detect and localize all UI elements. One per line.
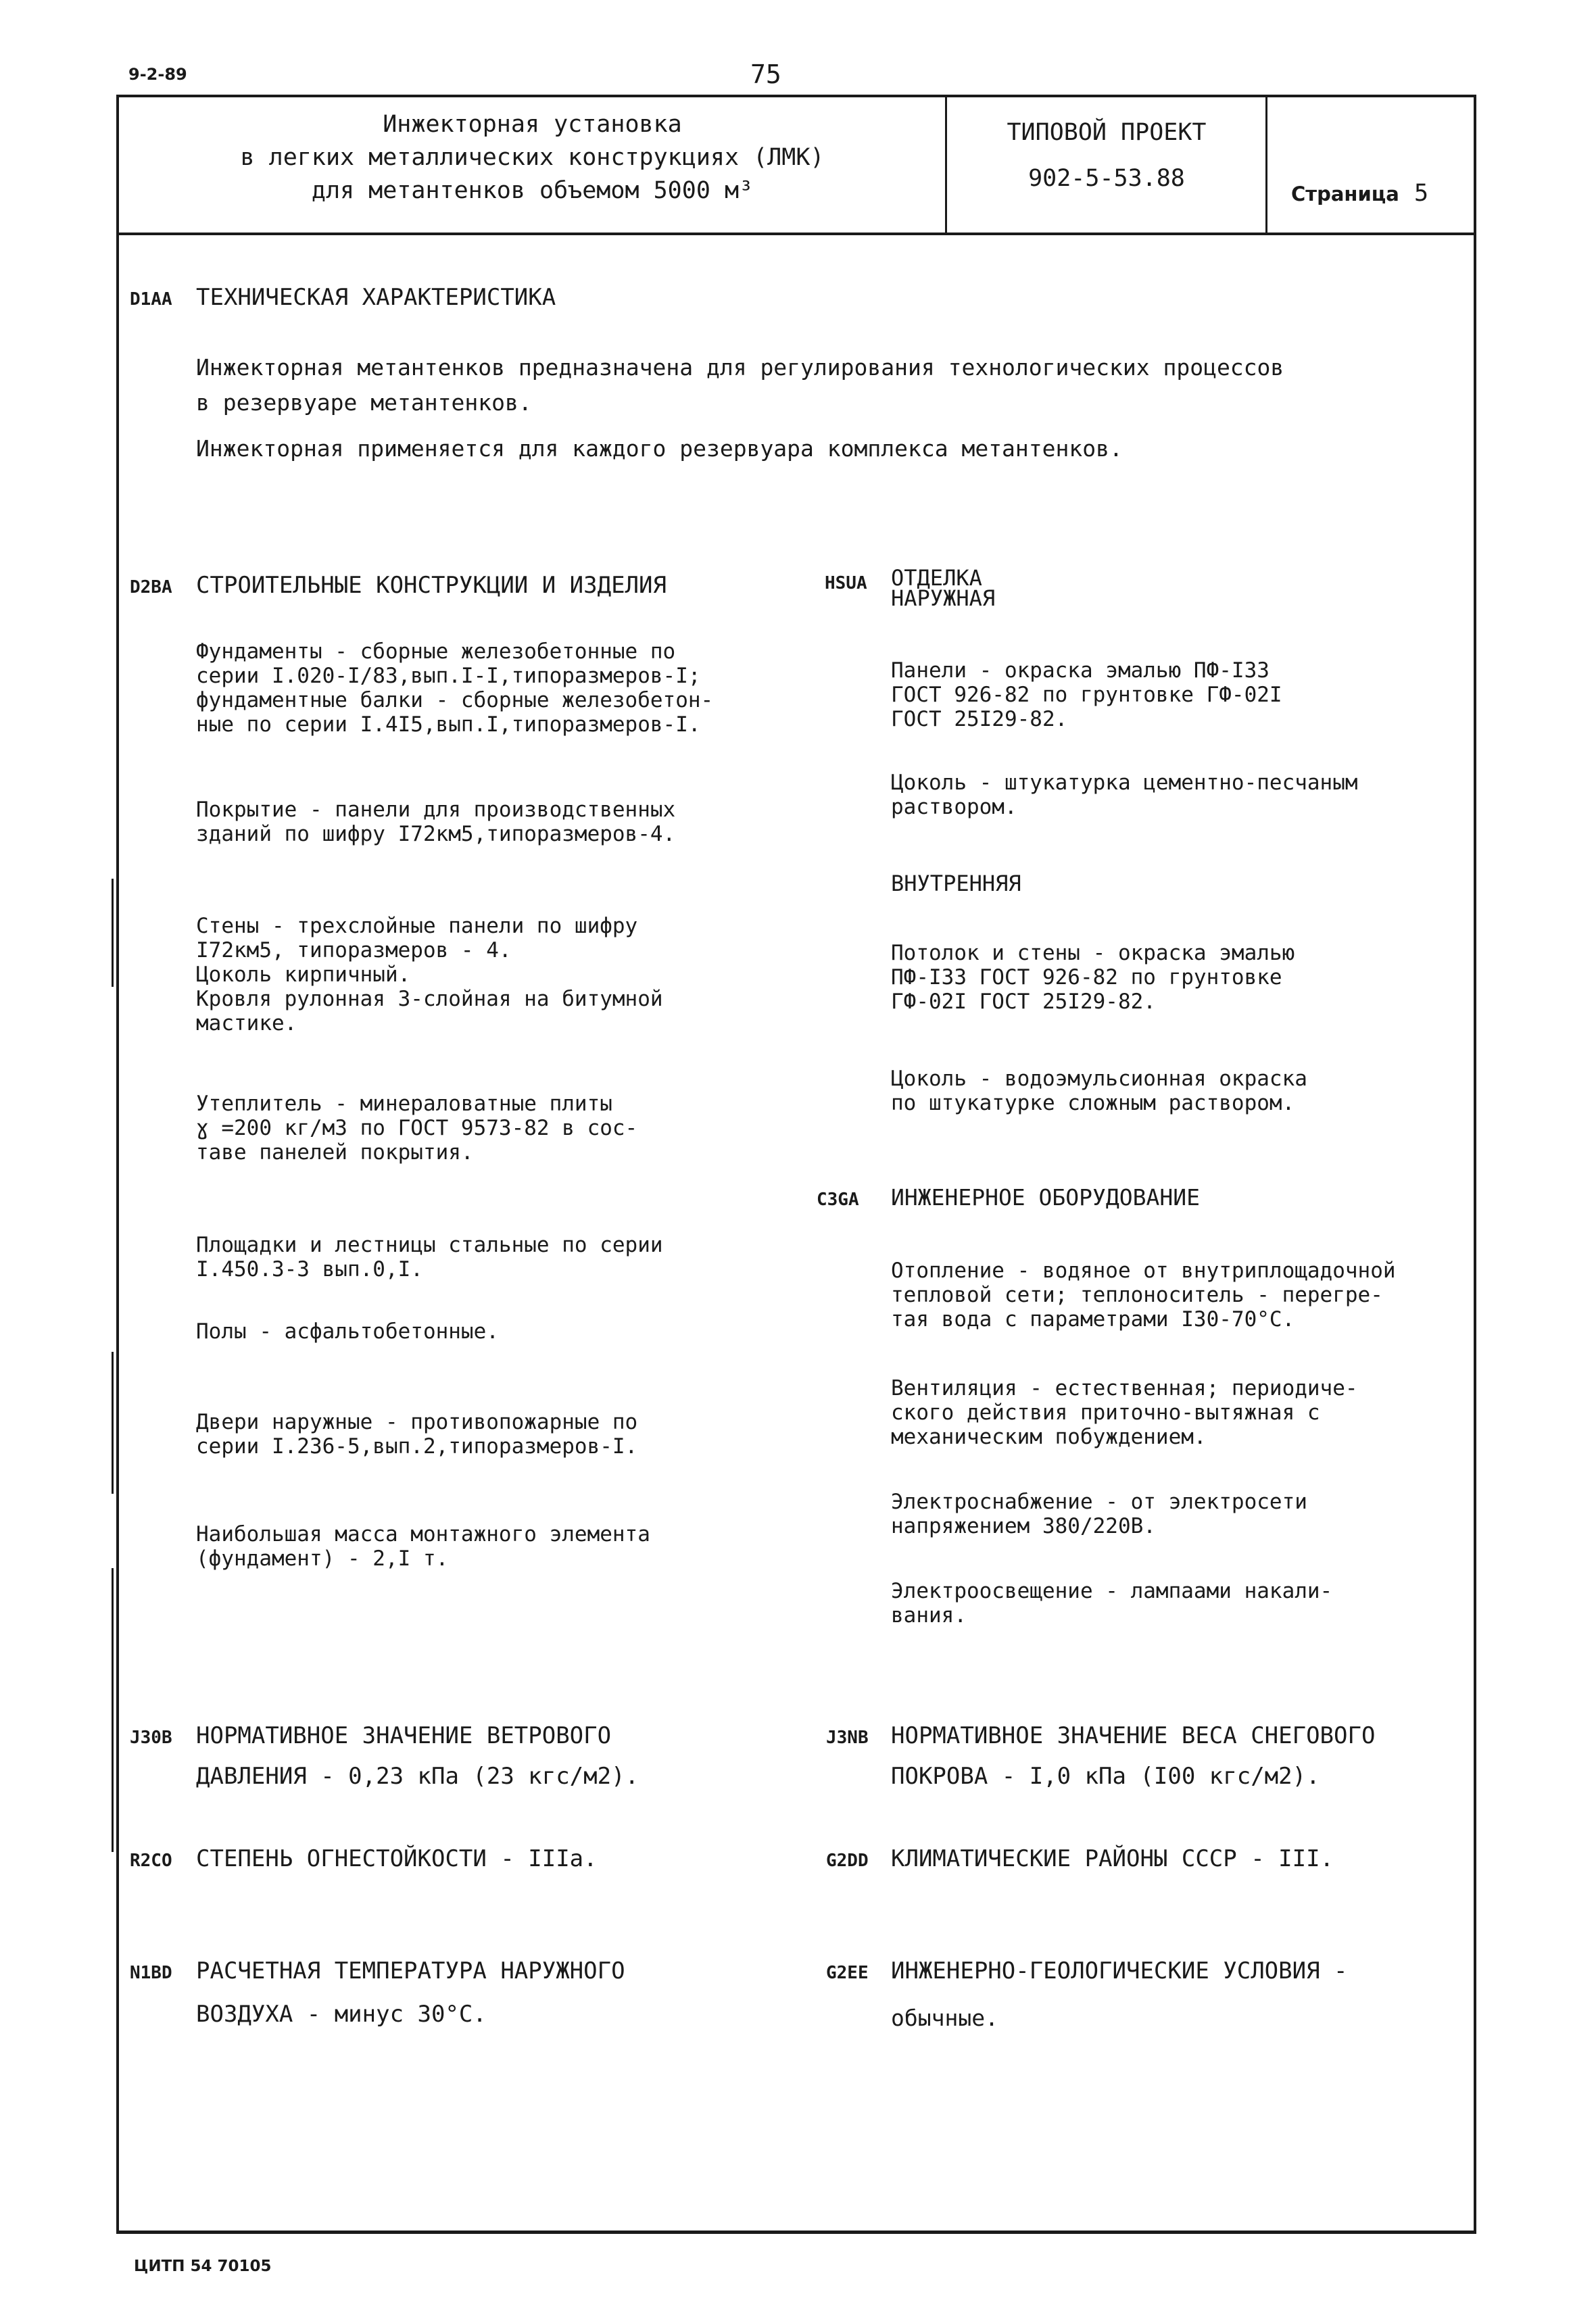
finish-title-line-1: ОТДЕЛКА <box>891 565 982 591</box>
finish-inner-item: Цоколь - водоэмульсионная окраска по штукатурке сложным раствором. <box>891 1067 1307 1115</box>
climate-line-1: КЛИМАТИЧЕСКИЕ РАЙОНЫ СССР - III. <box>891 1845 1334 1872</box>
project-number: 902-5-53.88 <box>1028 165 1185 192</box>
section-code: D2BA <box>130 577 172 598</box>
section-code: G2EE <box>826 1963 869 1983</box>
finish-inner-title: ВНУТРЕННЯЯ <box>891 871 1021 896</box>
finish-outer-item: Панели - окраска эмалью ПФ-I33 ГОСТ 926-82 по грунтовке ГФ-02I ГОСТ 25I29-82. <box>891 658 1282 731</box>
section-title <box>891 565 996 611</box>
section-code: G2DD <box>826 1851 869 1871</box>
snow-line-1: НОРМАТИВНОЕ ЗНАЧЕНИЕ ВЕСА СНЕГОВОГО <box>891 1722 1376 1749</box>
wind-line-2: ДАВЛЕНИЯ - 0,23 кПа (23 кгс/м2). <box>196 1763 639 1790</box>
wind-line-1: НОРМАТИВНОЕ ЗНАЧЕНИЕ ВЕТРОВОГО <box>196 1722 612 1749</box>
section-code: D1AA <box>130 289 172 310</box>
page-value: 5 <box>1413 180 1429 207</box>
geology-line-2: обычные. <box>891 2005 998 2031</box>
title-line-3: для метантенков объемом 5000 м³ <box>311 177 754 204</box>
section-code: N1BD <box>130 1963 172 1983</box>
construction-item: Фундаменты - сборные железобетонные по серии I.020-I/83,вып.I-I,типоразмеров-I; фундаментные балки - сборные железобетон- ные по серии I.4I5,вып.I,типоразмеров-I. <box>196 639 714 737</box>
print-stamp: ЦИТП 54 70105 <box>134 2258 272 2275</box>
title-line-2: в легких металлических конструкциях (ЛМК) <box>240 144 825 171</box>
tech-paragraph-2: Инжекторная применяется для каждого резервуара комплекса метантенков. <box>196 435 1123 462</box>
section-code: R2CO <box>130 1851 172 1871</box>
temp-line-1: РАСЧЕТНАЯ ТЕМПЕРАТУРА НАРУЖНОГО <box>196 1957 625 1984</box>
project-type-label: ТИПОВОЙ ПРОЕКТ <box>1007 119 1207 146</box>
geology-line-1: ИНЖЕНЕРНО-ГЕОЛОГИЧЕСКИЕ УСЛОВИЯ - <box>891 1957 1348 1984</box>
finish-title-outer: НАРУЖНАЯ <box>891 585 996 611</box>
engineering-item: Отопление - водяное от внутриплощадочной тепловой сети; теплоноситель - перегре- тая вода с параметрами I30-70°С. <box>891 1259 1396 1332</box>
section-title: СТРОИТЕЛЬНЫЕ КОНСТРУКЦИИ И ИЗДЕЛИЯ <box>196 572 667 599</box>
page-label <box>1291 180 1428 207</box>
construction-item: Площадки и лестницы стальные по серии I.450.3-3 вып.0,I. <box>196 1233 663 1282</box>
tech-paragraph-1: Инжекторная метантенков предназначена для регулирования технологических процессов в резервуаре метантенков. <box>196 354 1284 416</box>
sheet-number: 75 <box>750 59 781 89</box>
construction-item: Полы - асфальтобетонные. <box>196 1319 499 1344</box>
temp-line-2: ВОЗДУХА - минус 30°С. <box>196 2001 487 2028</box>
construction-item: Стены - трехслойные панели по шифру I72км5, типоразмеров - 4. Цоколь кирпичный. Кровля рулонная 3-слойная на битумной мастике. <box>196 914 663 1035</box>
section-code: J3NB <box>826 1728 869 1748</box>
project-title <box>122 108 943 208</box>
fire-line-1: СТЕПЕНЬ ОГНЕСТОЙКОСТИ - IIIа. <box>196 1845 598 1872</box>
section-code: HSUA <box>825 573 867 593</box>
snow-line-2: ПОКРОВА - I,0 кПа (I00 кгс/м2). <box>891 1763 1320 1790</box>
construction-item: Утеплитель - минераловатные плиты ɣ =200 кг/м3 по ГОСТ 9573-82 в сос- таве панелей покрытия. <box>196 1092 638 1165</box>
title-line-1: Инжекторная установка <box>383 111 682 138</box>
engineering-item: Электроснабжение - от электросети напряжением 380/220В. <box>891 1490 1307 1538</box>
construction-item: Двери наружные - противопожарные по серии I.236-5,вып.2,типоразмеров-I. <box>196 1410 638 1459</box>
section-code: C3GA <box>817 1190 859 1210</box>
page-label-text: Страница <box>1291 182 1399 205</box>
construction-item: Наибольшая масса монтажного элемента (фундамент) - 2,I т. <box>196 1522 650 1571</box>
doc-date-code: 9-2-89 <box>128 65 187 84</box>
finish-outer-item: Цоколь - штукатурка цементно-песчаным раствором. <box>891 771 1358 819</box>
section-title: ТЕХНИЧЕСКАЯ ХАРАКТЕРИСТИКА <box>196 284 556 311</box>
engineering-item: Электроосвещение - лампаами накали- вания. <box>891 1579 1333 1628</box>
construction-item: Покрытие - панели для производственных зданий по шифру I72км5,типоразмеров-4. <box>196 798 676 846</box>
section-code: J30B <box>130 1728 172 1748</box>
section-title: ИНЖЕНЕРНОЕ ОБОРУДОВАНИЕ <box>891 1184 1200 1211</box>
finish-inner-item: Потолок и стены - окраска эмалью ПФ-I33 ГОСТ 926-82 по грунтовке ГФ-02I ГОСТ 25I29-82. <box>891 941 1295 1014</box>
engineering-item: Вентиляция - естественная; периодиче- ского действия приточно-вытяжная с механическим побуждением. <box>891 1376 1358 1449</box>
